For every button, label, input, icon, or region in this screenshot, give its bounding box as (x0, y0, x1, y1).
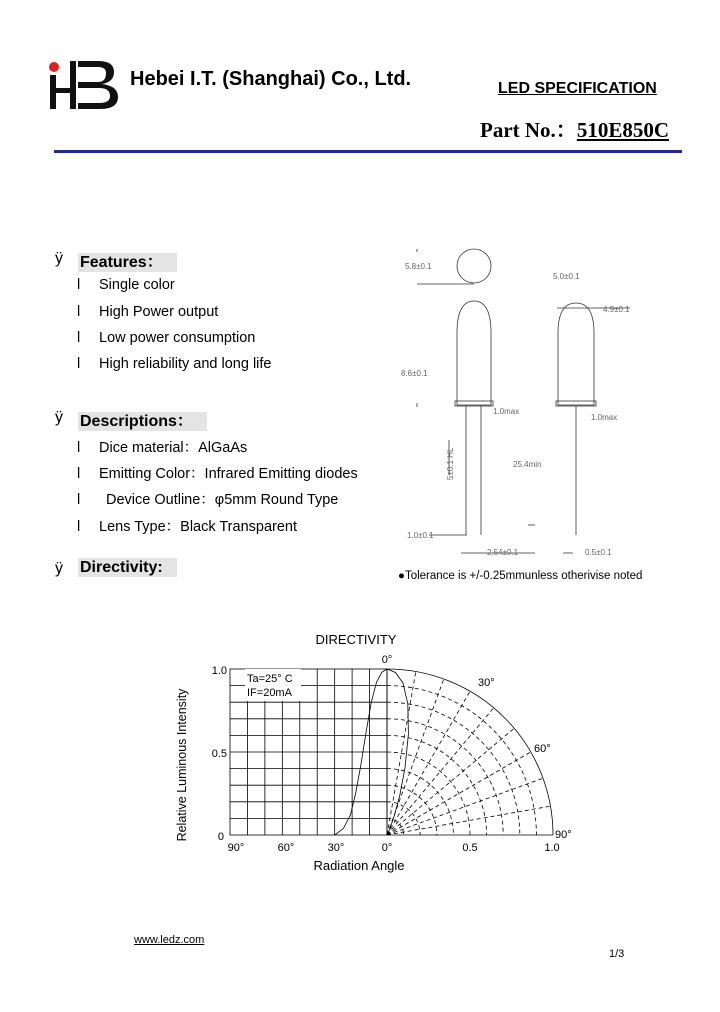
description-item: l Emitting Color：Infrared Emitting diodes (77, 466, 358, 482)
dim-label: 1.0max (493, 407, 520, 416)
website-link[interactable]: www.ledz.com (134, 934, 205, 946)
condition-text: Ta=25° C (247, 673, 293, 685)
dim-label: 5.8±0.1 (405, 262, 432, 271)
company-logo (44, 58, 124, 110)
y-tick: 0 (217, 831, 224, 843)
x-tick: 0° (381, 842, 393, 854)
dim-label: 5.0±0.1 (553, 272, 580, 281)
condition-text: IF=20mA (247, 687, 292, 699)
dim-label: 5±0.1 HL (446, 447, 455, 480)
descriptions-marker: ÿ (55, 409, 63, 426)
tolerance-note: ●Tolerance is +/-0.25mmunless otherivise noted (398, 570, 643, 582)
x-tick: 1.0 (544, 842, 560, 854)
feature-item: l High reliability and long life (77, 356, 272, 372)
logo-red-dot (49, 62, 59, 72)
feature-item: l Low power consumption (77, 330, 256, 346)
dim-label: 0.5±0.1 (585, 548, 612, 557)
x-axis-label: Radiation Angle (313, 858, 405, 873)
feature-item: l High Power output (77, 304, 219, 320)
top-view-circle (457, 249, 491, 283)
description-item: l Dice material：AlGaAs (77, 440, 248, 456)
part-number-row (480, 114, 669, 144)
description-item: l Lens Type：Black Transparent (77, 519, 298, 535)
x-tick: 60° (277, 842, 295, 854)
dim-label: 8.6±0.1 (401, 369, 428, 378)
polar-label: 90° (555, 829, 572, 841)
polar-label: 0° (381, 654, 393, 666)
dim-label: 4.9±0.1 (603, 305, 630, 314)
company-name: Hebei I.T. (Shanghai) Co., Ltd. (130, 68, 412, 90)
led-body-right (558, 303, 594, 405)
dim-label: 1.0±0.1 (407, 531, 434, 540)
dim-label: 25.4min (513, 460, 542, 469)
x-tick: 30° (327, 842, 345, 854)
dim-label: 1.0max (591, 413, 618, 422)
directivity-marker: ÿ (55, 560, 63, 577)
description-item: l Device Outline：φ5mm Round Type (77, 492, 339, 508)
chart-title: DIRECTIVITY (315, 632, 397, 647)
polar-label: 60° (534, 743, 551, 755)
page-number: 1/3 (609, 948, 625, 960)
x-tick: 90° (227, 842, 245, 854)
led-body-left (457, 301, 491, 405)
dim-label: 2.54±0.1 (487, 548, 519, 557)
header-divider (54, 150, 682, 153)
outline-drawing (395, 235, 685, 565)
document-title: LED SPECIFICATION (498, 80, 657, 97)
part-number: 510E850C (576, 118, 669, 142)
feature-item: l Single color (77, 277, 175, 293)
descriptions-title: Descriptions： (78, 412, 207, 431)
features-marker: ÿ (55, 250, 63, 267)
x-tick: 0.5 (462, 842, 478, 854)
y-tick: 0.5 (211, 748, 227, 760)
directivity-chart (160, 625, 590, 880)
part-number-label: Part No.： (480, 118, 577, 142)
features-title: Features： (78, 253, 177, 272)
polar-label: 30° (478, 677, 495, 689)
y-axis-label: Relative Luminous Intensity (175, 688, 189, 842)
directivity-title: Directivity: (78, 558, 177, 577)
y-tick: 1.0 (211, 665, 227, 677)
